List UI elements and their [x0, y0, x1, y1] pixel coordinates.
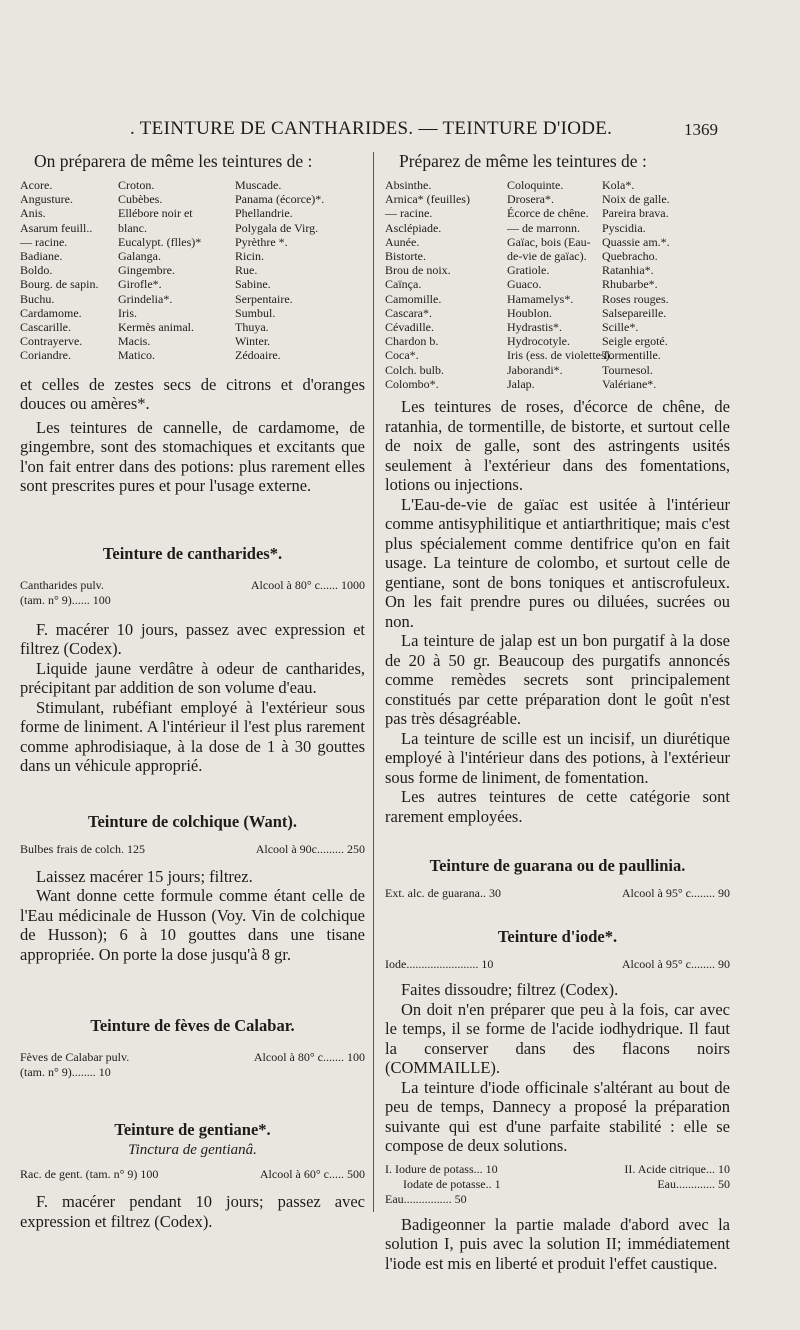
substance-entry: Angusture. [20, 192, 73, 207]
substance-entry: Boldo. [20, 263, 53, 278]
substance-entry: Hamamelys*. [507, 291, 574, 306]
scille-text: La teinture de scille est un incisif, un diurétique employé à l'intérieur dans des potions, à l'extérieur sous forme de liniment, de fomentation. [385, 728, 730, 787]
substance-entry: Cascara*. [385, 305, 432, 320]
substance-entry: Gingembre. [118, 263, 175, 278]
running-header [0, 118, 800, 142]
substance-entry: Salsepareille. [602, 305, 667, 320]
formula-line: (tam. n° 9)........ 10 [20, 1065, 111, 1080]
astringents-text: Les teintures de roses, d'écorce de chêne, de ratanhia, de tormentille, de bistorte, et surtout celle de noix de galle, sont des astringents usités seulement à l'extérieur dans des fomentations, lotions ou injections. [385, 397, 730, 495]
substance-entry: Panama (écorce)*. [235, 192, 325, 207]
formula-line: Iodate de potasse.. 1 [403, 1176, 501, 1191]
substance-entry: Houblon. [507, 305, 552, 320]
substance-entry: Galanga. [118, 249, 161, 264]
cantharides-formula [20, 578, 365, 608]
gentiane-formula [20, 1167, 365, 1182]
substance-entry: Hydrocotyle. [507, 334, 570, 349]
substance-entry: Kola*. [602, 178, 635, 192]
formula-line: Alcool à 90c......... 250 [255, 841, 365, 856]
formula-line: Eau................ 50 [385, 1191, 467, 1206]
substance-entry: Matico. [118, 348, 155, 363]
iode-prep: Faites dissoudre; filtrez (Codex). [401, 980, 619, 1000]
substance-entry: Guaco. [507, 277, 542, 292]
substance-entry: Buchu. [20, 291, 55, 306]
jalap-text: La teinture de jalap est un bon purgatif à la dose de 20 à 50 gr. Beaucoup des purgatifs annoncés comme remèdes secrets sont principalement constitués par cette préparation dont le goût n'est pas très désagréable. [385, 631, 730, 729]
colchique-prep: Laissez macérer 15 jours; filtrez. [36, 866, 253, 886]
substance-entry: Chardon b. [385, 334, 439, 349]
guarana-heading: Teinture de guarana ou de paullinia. [429, 856, 686, 876]
gentiane-latin: Tinctura de gentianâ. [128, 1142, 257, 1159]
formula-line: Rac. de gent. (tam. n° 9) 100 [20, 1167, 159, 1182]
substance-entry: Jalap. [507, 376, 535, 391]
substance-entry: Tormentille. [602, 348, 661, 363]
substance-entry: Tournesol. [602, 362, 653, 377]
substance-entry: Kermès animal. [118, 320, 194, 335]
formula-line: Fèves de Calabar pulv. [20, 1050, 130, 1065]
gaiac-text: L'Eau-de-vie de gaïac est usitée à l'intérieur comme antisyphilitique et antiarthritique; mais c'est plus spécialement comme dentifrice qu'on en fait usage. La teinture de colombo, et surtout celle de gentiane, sont de bons toniques et antiscrofuleux. On les fait prendre pures ou diluées, sucrées ou non. [385, 494, 730, 631]
substance-entry: Contrayerve. [20, 334, 83, 349]
substance-entry: Cardamome. [20, 305, 82, 320]
formula-line: II. Acide citrique... 10 [624, 1161, 730, 1176]
substance-entry: Camomille. [385, 291, 442, 306]
substance-entry: Aunée. [385, 234, 420, 249]
right-substance-list [385, 178, 730, 391]
substance-entry: de-vie de gaïac). [507, 249, 587, 264]
iode-warning: On doit n'en préparer que peu à la fois, car avec le temps, il se forme de l'acide iodhydrique. Il faut la conserver dans des flacons noirs (COMMAILLE). [385, 999, 730, 1078]
formula-line: Alcool à 95° c........ 90 [621, 957, 730, 972]
substance-entry: Rhubarbe*. [602, 277, 658, 292]
substance-entry: Macis. [118, 334, 151, 349]
substance-entry: Asclépiade. [385, 220, 442, 235]
substance-entry: Bourg. de sapin. [20, 277, 99, 292]
substance-entry: Quebracho. [602, 249, 658, 264]
left-column [20, 150, 365, 1231]
substance-entry: Scille*. [602, 320, 639, 335]
guarana-formula [385, 886, 730, 901]
substance-entry: Coca*. [385, 348, 419, 363]
substance-entry: Eucalypt. (flles)* [118, 234, 202, 249]
substance-entry: — racine. [385, 206, 433, 221]
substance-entry: Muscade. [235, 178, 282, 192]
formula-line: Alcool à 60° c..... 500 [259, 1167, 365, 1182]
colchique-formula [20, 842, 365, 857]
iode-formula [385, 957, 730, 972]
substance-entry: Quassie am.*. [602, 234, 670, 249]
substance-entry: Sumbul. [235, 305, 276, 320]
substance-entry: Grindelia*. [118, 291, 173, 306]
substance-entry: Asarum feuill.. [20, 220, 93, 235]
gentiane-heading: Teinture de gentiane*. [114, 1120, 271, 1140]
cantharides-use: Stimulant, rubéfiant employé à l'extérieur sous forme de liniment. A l'intérieur il l'est plus rarement comme aphrodisiaque, à la dose de 1 à 30 gouttes dans un véhicule approprié. [20, 697, 365, 776]
formula-line: Alcool à 95° c........ 90 [621, 886, 730, 901]
substance-entry: Croton. [118, 178, 155, 192]
substance-entry: Pareira brava. [602, 206, 669, 221]
substance-entry: — racine. [20, 234, 68, 249]
substance-entry: Écorce de chêne. [507, 206, 589, 221]
substance-entry: Arnica* (feuilles) [385, 192, 470, 207]
substance-entry: Sabine. [235, 277, 271, 292]
cantharides-prep: F. macérer 10 jours, passez avec expression et filtrez (Codex). [20, 619, 365, 659]
colchique-desc: Want donne cette formule comme étant celle de l'Eau médicinale de Husson (Voy. Vin de colchique de Husson); 6 à 10 gouttes dans une tisane appropriée. On porte la dose jusqu'à 8 gr. [20, 886, 365, 964]
colchique-heading: Teinture de colchique (Want). [87, 811, 297, 831]
substance-entry: Absinthe. [385, 178, 432, 192]
substance-entry: Ratanhia*. [602, 263, 654, 278]
formula-line: (tam. n° 9)...... 100 [20, 592, 111, 607]
substance-entry: Serpentaire. [235, 291, 293, 306]
substance-entry: Pyrèthre *. [235, 234, 288, 249]
right-column [385, 150, 730, 1273]
iode-usage: Badigeonner la partie malade d'abord avec la solution I, puis avec la solution II; immédiatement l'iode est mis en liberté et produit l'effet caustique. [385, 1214, 730, 1273]
left-substance-list [20, 178, 365, 363]
substance-entry: Hydrastis*. [507, 320, 562, 335]
substance-entry: Polygala de Virg. [235, 220, 319, 235]
substance-entry: Cubèbes. [118, 192, 163, 207]
substance-entry: Colch. bulb. [385, 362, 444, 377]
substance-entry: Seigle ergoté. [602, 334, 668, 349]
autres-text: Les autres teintures de cette catégorie sont rarement employées. [385, 787, 730, 826]
substance-entry: Colombo*. [385, 376, 439, 391]
formula-line: Ext. alc. de guarana.. 30 [385, 886, 501, 901]
iode-dannecy: La teinture d'iode officinale s'altérant au bout de peu de temps, Dannecy a proposé la préparation suivante qui est d'une parfaite stabilité : elle se compose de deux solutions. [385, 1077, 730, 1156]
substance-entry: Coriandre. [20, 348, 71, 363]
substance-entry: Noix de galle. [602, 192, 670, 207]
substance-entry: Winter. [235, 334, 271, 349]
substance-entry: Brou de noix. [385, 263, 451, 278]
substance-entry: Bistorte. [385, 249, 426, 264]
substance-entry: Drosera*. [507, 192, 554, 207]
substance-entry: Cévadille. [385, 320, 434, 335]
substance-entry: Zédoaire. [235, 348, 281, 363]
substance-entry: Iris (ess. de violettes). [507, 348, 613, 363]
dannecy-formula [385, 1162, 730, 1207]
substance-entry: Valériane*. [602, 376, 657, 391]
substance-entry: Gratiole. [507, 263, 550, 278]
right-intro: Préparez de même les teintures de : [399, 151, 647, 171]
cantharides-desc: Liquide jaune verdâtre à odeur de cantharides, précipitant par addition de son volume d'eau. [20, 658, 365, 698]
substance-entry: Ricin. [235, 249, 264, 264]
formula-line: Alcool à 80° c...... 1000 [250, 577, 365, 592]
formula-line: Cantharides pulv. [20, 577, 104, 592]
substance-entry: Thuya. [235, 320, 269, 335]
substance-entry: Phellandrie. [235, 206, 293, 221]
formula-line: I. Iodure de potass... 10 [385, 1161, 498, 1176]
cantharides-heading: Teinture de cantharides*. [102, 543, 283, 563]
formula-line: Eau............. 50 [657, 1176, 730, 1191]
page-number: 1369 [684, 120, 718, 139]
substance-entry: — de marronn. [507, 220, 580, 235]
substance-entry: Ellébore noir et [118, 206, 193, 221]
substance-entry: Badiane. [20, 249, 63, 264]
substance-entry: Coloquinte. [507, 178, 564, 192]
substance-entry: blanc. [118, 220, 147, 235]
calabar-heading: Teinture de fèves de Calabar. [90, 1016, 295, 1036]
substance-entry: Jaborandi*. [507, 362, 563, 377]
header-title: . TEINTURE DE CANTHARIDES. — TEINTURE D'IODE. [130, 118, 613, 139]
substance-entry: Anis. [20, 206, 46, 221]
substance-entry: Iris. [118, 305, 137, 320]
substance-entry: Caïnça. [385, 277, 422, 292]
substance-entry: Girofle*. [118, 277, 162, 292]
formula-line: Iode........................ 10 [385, 957, 494, 972]
substance-entry: Rue. [235, 263, 258, 278]
substance-entry: Pyscidia. [602, 220, 646, 235]
substance-entry: Roses rouges. [602, 291, 669, 306]
substance-entry: Gaïac, bois (Eau- [507, 234, 591, 249]
substance-entry: Acore. [20, 178, 53, 192]
iode-heading: Teinture d'iode*. [497, 927, 618, 947]
left-intro: On préparera de même les teintures de : [34, 151, 313, 171]
calabar-formula [20, 1050, 365, 1080]
zestes-text: et celles de zestes secs de citrons et d'oranges douces ou amères*. [20, 374, 365, 414]
formula-line: Bulbes frais de colch. 125 [20, 841, 145, 856]
substance-entry: Cascarille. [20, 320, 71, 335]
column-divider [373, 152, 374, 1212]
formula-line: Alcool à 80° c....... 100 [253, 1050, 365, 1065]
cannelle-text: Les teintures de cannelle, de cardamome, de gingembre, sont des stomachiques et excitants que l'on fait entrer dans des potions: plus rarement elles sont prescrites pures et pour l'usage externe. [20, 417, 365, 496]
gentiane-prep: F. macérer pendant 10 jours; passez avec expression et filtrez (Codex). [20, 1192, 365, 1231]
